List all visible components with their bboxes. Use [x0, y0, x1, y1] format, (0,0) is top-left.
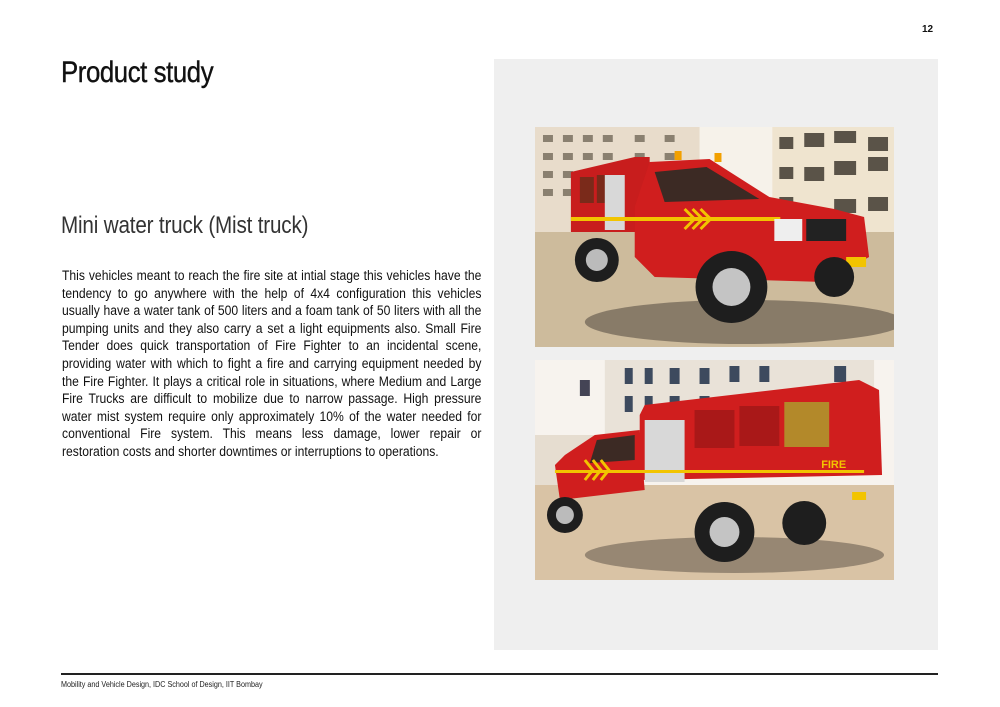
fire-label: FIRE [821, 458, 847, 472]
footer-divider [61, 673, 938, 675]
page-title: Product study [61, 56, 214, 89]
body-paragraph: This vehicles meant to reach the fire site at intial stage this vehicles have the tendency to go anywhere with the help of 4x4 configuration this vehicles usually have a water tank of 500 liters and a foam tank of 50 liters with all the pumping units and they also carry a set a light equipments also. Small Fire Tender does quick transportation of Fire Fighter to an incidental scene, providing water with which to fight a fire and carrying equipment needed by the Fire Fighter. It plays a critical role in situations, where Medium and Large Fire Trucks are difficult to mobilize due to narrow passage. High pressure water mist system require only approximately 10% of the water needed for conventional Fire system. This means less damage, lower repair or restoration costs and shorter downtimes or interruptions to operations. [62, 268, 482, 460]
footer-credit: Mobility and Vehicle Design, IDC School of Design, IIT Bombay [61, 680, 263, 689]
photo-panel [494, 59, 938, 650]
truck-photo-rear [535, 360, 894, 580]
page-number: 12 [922, 24, 934, 35]
truck-front-illustration [535, 127, 894, 347]
truck-rear-illustration [535, 360, 894, 580]
section-subtitle: Mini water truck (Mist truck) [61, 212, 309, 239]
truck-photo-front [535, 127, 894, 347]
